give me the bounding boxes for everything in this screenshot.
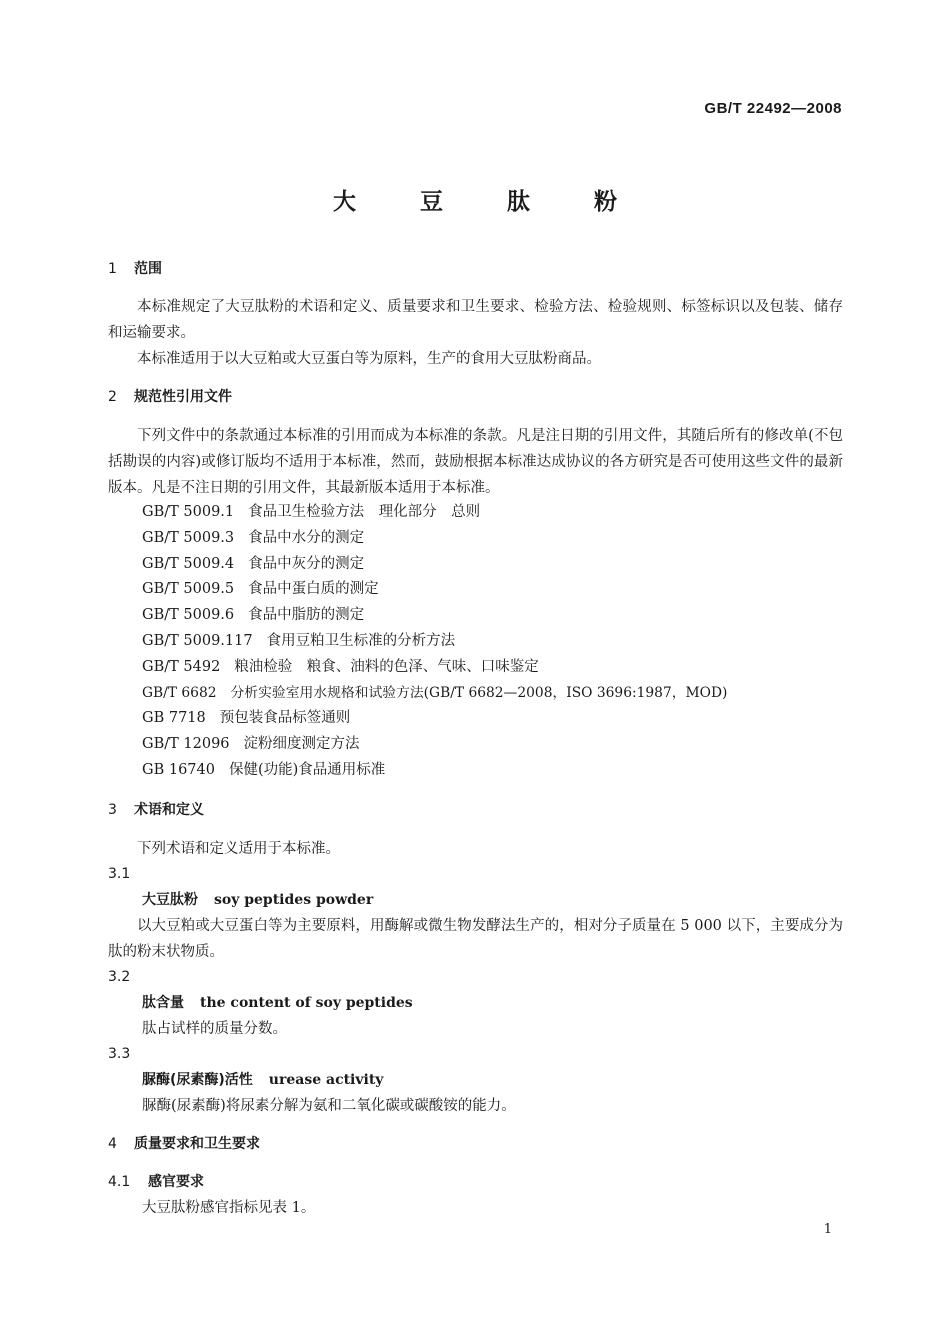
- section-number: 3: [108, 802, 117, 818]
- reference-title: 食品中灰分的测定: [248, 555, 365, 572]
- term-definition: 脲酶(尿素酶)将尿素分解为氨和二氧化碳或碳酸铵的能力。: [142, 1098, 516, 1114]
- term-chinese: 大豆肽粉: [142, 892, 198, 908]
- reference-item: [108, 655, 843, 681]
- reference-title: 保健(功能)食品通用标准: [228, 761, 386, 778]
- reference-title: 食品中蛋白质的测定: [248, 581, 379, 598]
- reference-title: 食品中脂肪的测定: [248, 607, 365, 624]
- term-english: the content of soy peptides: [200, 995, 413, 1011]
- section-1-heading: [108, 256, 843, 282]
- section-title: 范围: [134, 261, 162, 277]
- term-heading: [108, 1067, 877, 1093]
- page-number: 1: [823, 1222, 832, 1237]
- reference-title: 淀粉细度测定方法: [243, 736, 360, 753]
- section-number: 2: [108, 389, 117, 405]
- section-4-heading: [108, 1131, 843, 1157]
- reference-code: GB/T 5009.1: [142, 504, 235, 520]
- reference-item: [108, 629, 843, 655]
- reference-title: 食品卫生检验方法 理化部分 总则: [248, 504, 481, 520]
- term-heading: [108, 887, 877, 913]
- section-3-heading: [108, 797, 843, 823]
- reference-item: [108, 681, 843, 707]
- reference-code: GB/T 5009.3: [142, 529, 235, 546]
- reference-list: [108, 500, 843, 784]
- subsection-title: 感官要求: [148, 1174, 204, 1190]
- subsection-number: 4.1: [108, 1174, 131, 1190]
- reference-item: [108, 603, 843, 629]
- term-number: 3.2: [108, 969, 131, 985]
- reference-code: GB/T 5492: [142, 658, 221, 675]
- term-number: 3.3: [108, 1046, 131, 1062]
- section-3-intro: 下列术语和定义适用于本标准。: [137, 841, 340, 857]
- reference-code: GB/T 5009.5: [142, 581, 235, 598]
- section-number: 4: [108, 1136, 117, 1152]
- section-1-paragraph-1: 本标准规定了大豆肽粉的术语和定义、质量要求和卫生要求、检验方法、检验规则、标签标识以及包装、储存和运输要求。: [108, 299, 843, 341]
- reference-title: 预包装食品标签通则: [219, 710, 351, 727]
- section-1-paragraph-2: 本标准适用于以大豆粕或大豆蛋白等为原料，生产的食用大豆肽粉商品。: [137, 351, 601, 367]
- term-heading: [108, 990, 877, 1016]
- subsection-4-1-heading: [108, 1169, 843, 1195]
- reference-item: [108, 577, 843, 603]
- term-english: soy peptides powder: [214, 892, 374, 908]
- reference-title: 粮油检验 粮食、油料的色泽、气味、口味鉴定: [234, 658, 539, 675]
- term-english: urease activity: [268, 1072, 384, 1088]
- term-number: 3.1: [108, 866, 131, 882]
- reference-title: 食用豆粕卫生标准的分析方法: [266, 632, 456, 649]
- section-2-paragraph: 下列文件中的条款通过本标准的引用而成为本标准的条款。凡是注日期的引用文件，其随后所有的修改单(不包括勘误的内容)或修订版均不适用于本标准，然而，鼓励根据本标准达成协议的各方研究是否可使用这些文件的最新版本。凡是不注日期的引用文件，其最新版本适用于本标准。: [108, 428, 843, 496]
- subsection-4-1-text: 大豆肽粉感官指标见表 1。: [142, 1200, 316, 1216]
- term-chinese: 脲酶(尿素酶)活性: [142, 1072, 253, 1088]
- section-title: 质量要求和卫生要求: [134, 1136, 260, 1152]
- reference-item: [108, 552, 843, 578]
- section-title: 规范性引用文件: [134, 389, 232, 405]
- document-title: 大 豆 肽 粉: [332, 189, 646, 215]
- reference-title: 食品中水分的测定: [248, 529, 365, 546]
- reference-code: GB 16740: [142, 761, 215, 778]
- reference-code: GB/T 5009.6: [142, 607, 235, 624]
- section-number: 1: [108, 261, 117, 277]
- term-chinese: 肽含量: [142, 995, 184, 1011]
- reference-code: GB/T 12096: [142, 736, 230, 753]
- term-definition: 肽占试样的质量分数。: [142, 1021, 287, 1037]
- reference-code: GB/T 5009.117: [142, 632, 253, 649]
- term-definition: 以大豆粕或大豆蛋白等为主要原料，用酶解或微生物发酵法生产的，相对分子质量在 5 000 以下，主要成分为肽的粉末状物质。: [108, 918, 843, 960]
- reference-code: GB 7718: [142, 710, 206, 727]
- reference-item: [108, 706, 843, 732]
- section-title: 术语和定义: [134, 802, 204, 818]
- standard-number: GB/T 22492—2008: [704, 100, 842, 117]
- section-2-heading: [108, 384, 843, 410]
- reference-code: GB/T 6682: [142, 684, 217, 701]
- reference-title: 分析实验室用水规格和试验方法(GB/T 6682—2008，ISO 3696:1987，MOD): [230, 684, 728, 701]
- reference-item: [108, 526, 843, 552]
- reference-code: GB/T 5009.4: [142, 555, 235, 572]
- reference-item: [108, 732, 843, 758]
- reference-item: [108, 758, 843, 784]
- reference-item: [108, 500, 843, 526]
